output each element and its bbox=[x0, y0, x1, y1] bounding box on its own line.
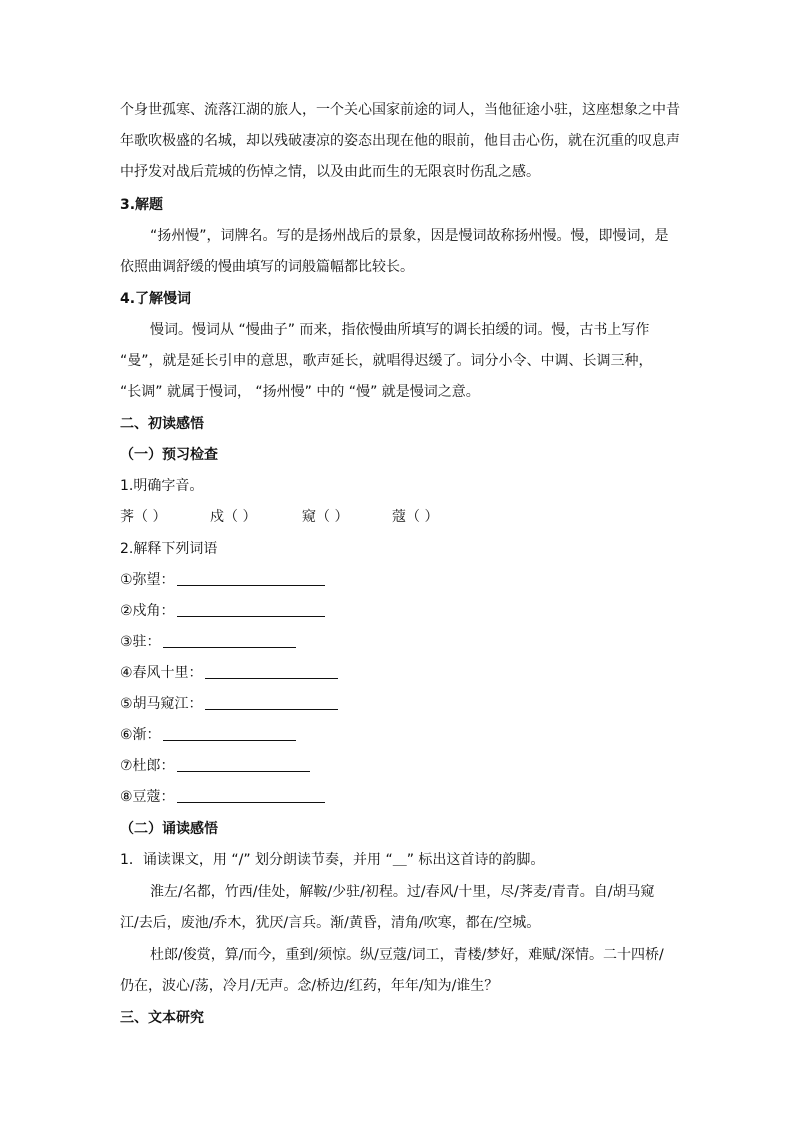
section-4-line-1: 慢词。慢词从 “慢曲子” 而来，指依慢曲所填写的调长拍缓的词。慢，古书上写作 bbox=[150, 322, 650, 338]
answer-blank[interactable] bbox=[163, 726, 296, 741]
term-label: ①弥望： bbox=[120, 572, 175, 588]
intro-line-3: 中抒发对战后荒城的伤悼之情，以及由此而生的无限哀时伤乱之感。 bbox=[120, 164, 540, 180]
term-label: ⑤胡马窥江： bbox=[120, 696, 203, 712]
subsection-2-heading: （二）诵读感悟 bbox=[120, 821, 218, 837]
section-4-line-2: “曼”，就是延长引申的意思，歌声延长，就唱得迟缓了。词分小令、中调、长调三种， bbox=[120, 353, 653, 369]
answer-blank[interactable] bbox=[177, 757, 310, 772]
section-4-line-3: “长调” 就属于慢词， “扬州慢” 中的 “慢” 就是慢词之意。 bbox=[120, 384, 480, 400]
poem-line: 仍在，波心/荡，冷月/无声。念/桥边/红药，年年/知为/谁生？ bbox=[120, 978, 499, 994]
term-item bbox=[120, 725, 296, 745]
answer-blank[interactable] bbox=[163, 633, 296, 648]
pronunciation-item: 蔻（ ） bbox=[392, 509, 439, 525]
answer-blank[interactable] bbox=[205, 664, 338, 679]
subsection-1-heading: （一）预习检查 bbox=[120, 447, 218, 463]
term-item bbox=[120, 663, 338, 683]
term-label: ②戍角： bbox=[120, 603, 175, 619]
term-item bbox=[120, 694, 338, 714]
intro-line-2: 年歌吹极盛的名城，却以残破凄凉的姿态出现在他的眼前，他目击心伤，就在沉重的叹息声 bbox=[120, 133, 680, 149]
answer-blank[interactable] bbox=[177, 602, 325, 617]
question-2: 2.解释下列词语 bbox=[120, 541, 218, 557]
intro-line-1: 个身世孤寒、流落江湖的旅人，一个关心国家前途的词人，当他征途小驻，这座想象之中昔 bbox=[120, 102, 680, 118]
answer-blank[interactable] bbox=[177, 788, 325, 803]
section-3-line-2: 依照曲调舒缓的慢曲填写的词般篇幅都比较长。 bbox=[120, 259, 414, 275]
term-item bbox=[120, 787, 325, 807]
term-label: ⑧豆蔻： bbox=[120, 789, 175, 805]
term-label: ⑦杜郎： bbox=[120, 758, 175, 774]
reading-question: 1．诵读课文，用 “/” 划分朗读节奏，并用 “＿” 标出这首诗的韵脚。 bbox=[120, 852, 545, 868]
term-item bbox=[120, 632, 296, 652]
term-item bbox=[120, 570, 325, 590]
poem-line: 淮左/名都，竹西/佳处，解鞍/少驻/初程。过/春风/十里，尽/荠麦/青青。自/胡马窥 bbox=[150, 884, 655, 900]
answer-blank[interactable] bbox=[205, 695, 338, 710]
term-item bbox=[120, 601, 325, 621]
poem-line: 杜郎/俊赏，算/而今，重到/须惊。纵/豆蔻/词工，青楼/梦好，难赋/深情。二十四桥/ bbox=[150, 947, 664, 963]
part-2-heading: 二、初读感悟 bbox=[120, 416, 204, 432]
answer-blank[interactable] bbox=[177, 571, 325, 586]
term-label: ⑥渐： bbox=[120, 727, 161, 743]
poem-line: 江/去后，废池/乔木，犹厌/言兵。渐/黄昏，清角/吹寒，都在/空城。 bbox=[120, 915, 541, 931]
section-3-heading: 3.解题 bbox=[120, 197, 164, 213]
question-1: 1.明确字音。 bbox=[120, 478, 204, 494]
part-3-heading: 三、文本研究 bbox=[120, 1010, 204, 1026]
term-item bbox=[120, 756, 310, 776]
pronunciation-item: 戍（ ） bbox=[210, 509, 257, 525]
pronunciation-item: 窥（ ） bbox=[302, 509, 349, 525]
term-label: ④春风十里： bbox=[120, 665, 203, 681]
section-3-line-1: “扬州慢”，词牌名。写的是扬州战后的景象，因是慢词故称扬州慢。慢，即慢词，是 bbox=[150, 228, 669, 244]
term-label: ③驻： bbox=[120, 634, 161, 650]
section-4-heading: 4.了解慢词 bbox=[120, 291, 192, 307]
pronunciation-item: 荠（ ） bbox=[120, 509, 167, 525]
